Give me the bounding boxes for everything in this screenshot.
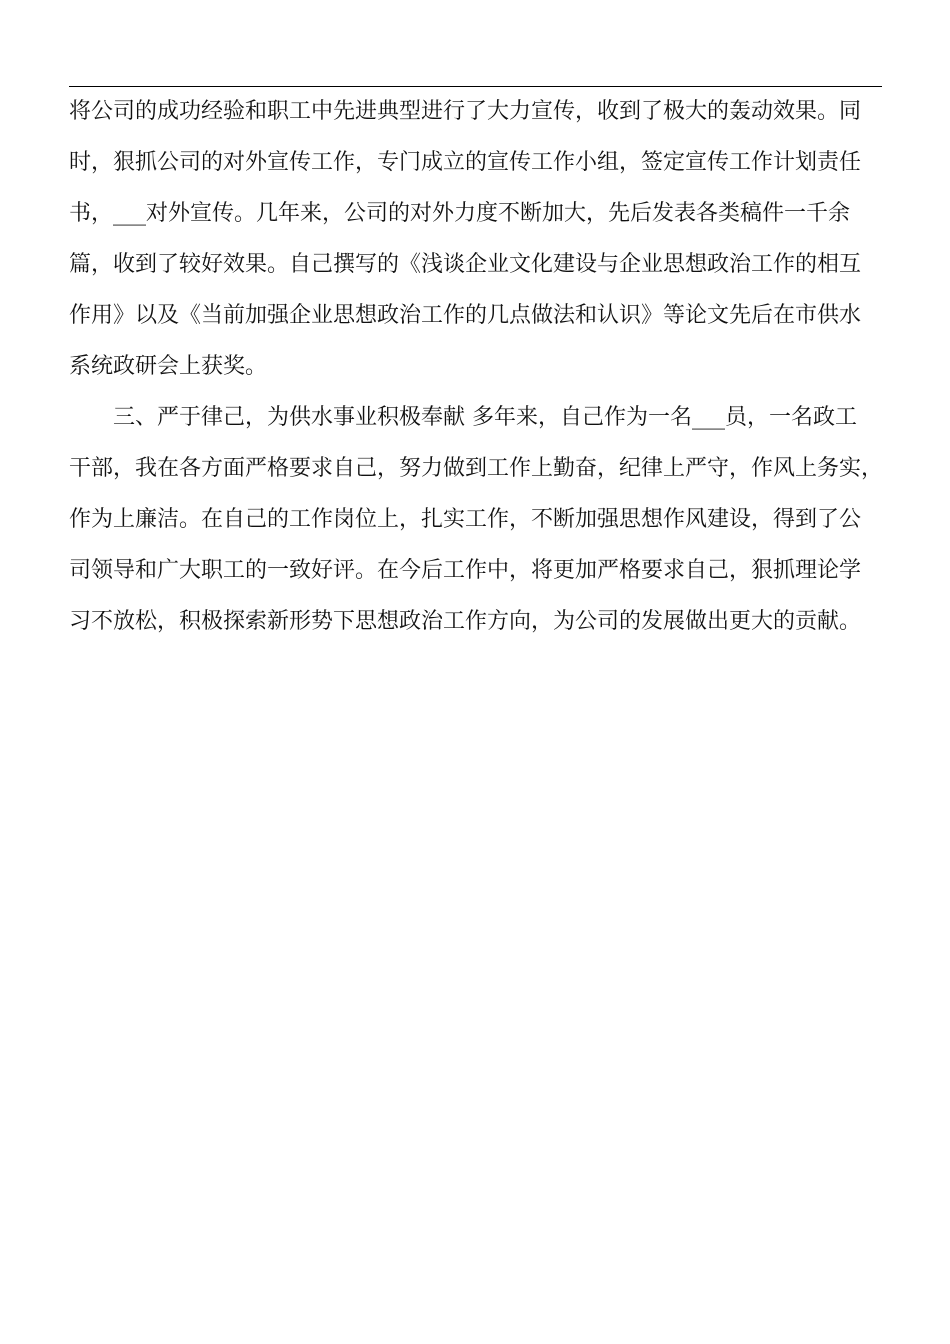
text-line: 篇，收到了较好效果。自己撰写的《浅谈企业文化建设与企业思想政治工作的相互 (69, 252, 862, 277)
text-line: 干部，我在各方面严格要求自己，努力做到工作上勤奋，纪律上严守，作风上务实， (69, 456, 884, 481)
document-body (69, 86, 885, 647)
text-line: 时，狠抓公司的对外宣传工作，专门成立的宣传工作小组，签定宣传工作计划责任 (69, 150, 862, 175)
text-line: 将公司的成功经验和职工中先进典型进行了大力宣传，收到了极大的轰动效果。同 (69, 99, 862, 124)
text-line: 书，___对外宣传。几年来，公司的对外力度不断加大，先后发表各类稿件一千余 (69, 201, 851, 226)
text-line: 习不放松，积极探索新形势下思想政治工作方向，为公司的发展做出更大的贡献。 (69, 609, 862, 634)
text-line: 系统政研会上获奖。 (69, 354, 268, 379)
text-line: 司领导和广大职工的一致好评。在今后工作中，将更加严格要求自己，狠抓理论学 (69, 558, 862, 583)
text-line: 作用》以及《当前加强企业思想政治工作的几点做法和认识》等论文先后在市供水 (69, 303, 862, 328)
paragraph-publicity (69, 86, 885, 392)
text-line-first: 三、严于律己，为供水事业积极奉献 多年来，自己作为一名___员，一名政工 (113, 405, 857, 430)
text-line: 作为上廉洁。在自己的工作岗位上，扎实工作，不断加强思想作风建设，得到了公 (69, 507, 862, 532)
paragraph-self-discipline (69, 392, 885, 647)
